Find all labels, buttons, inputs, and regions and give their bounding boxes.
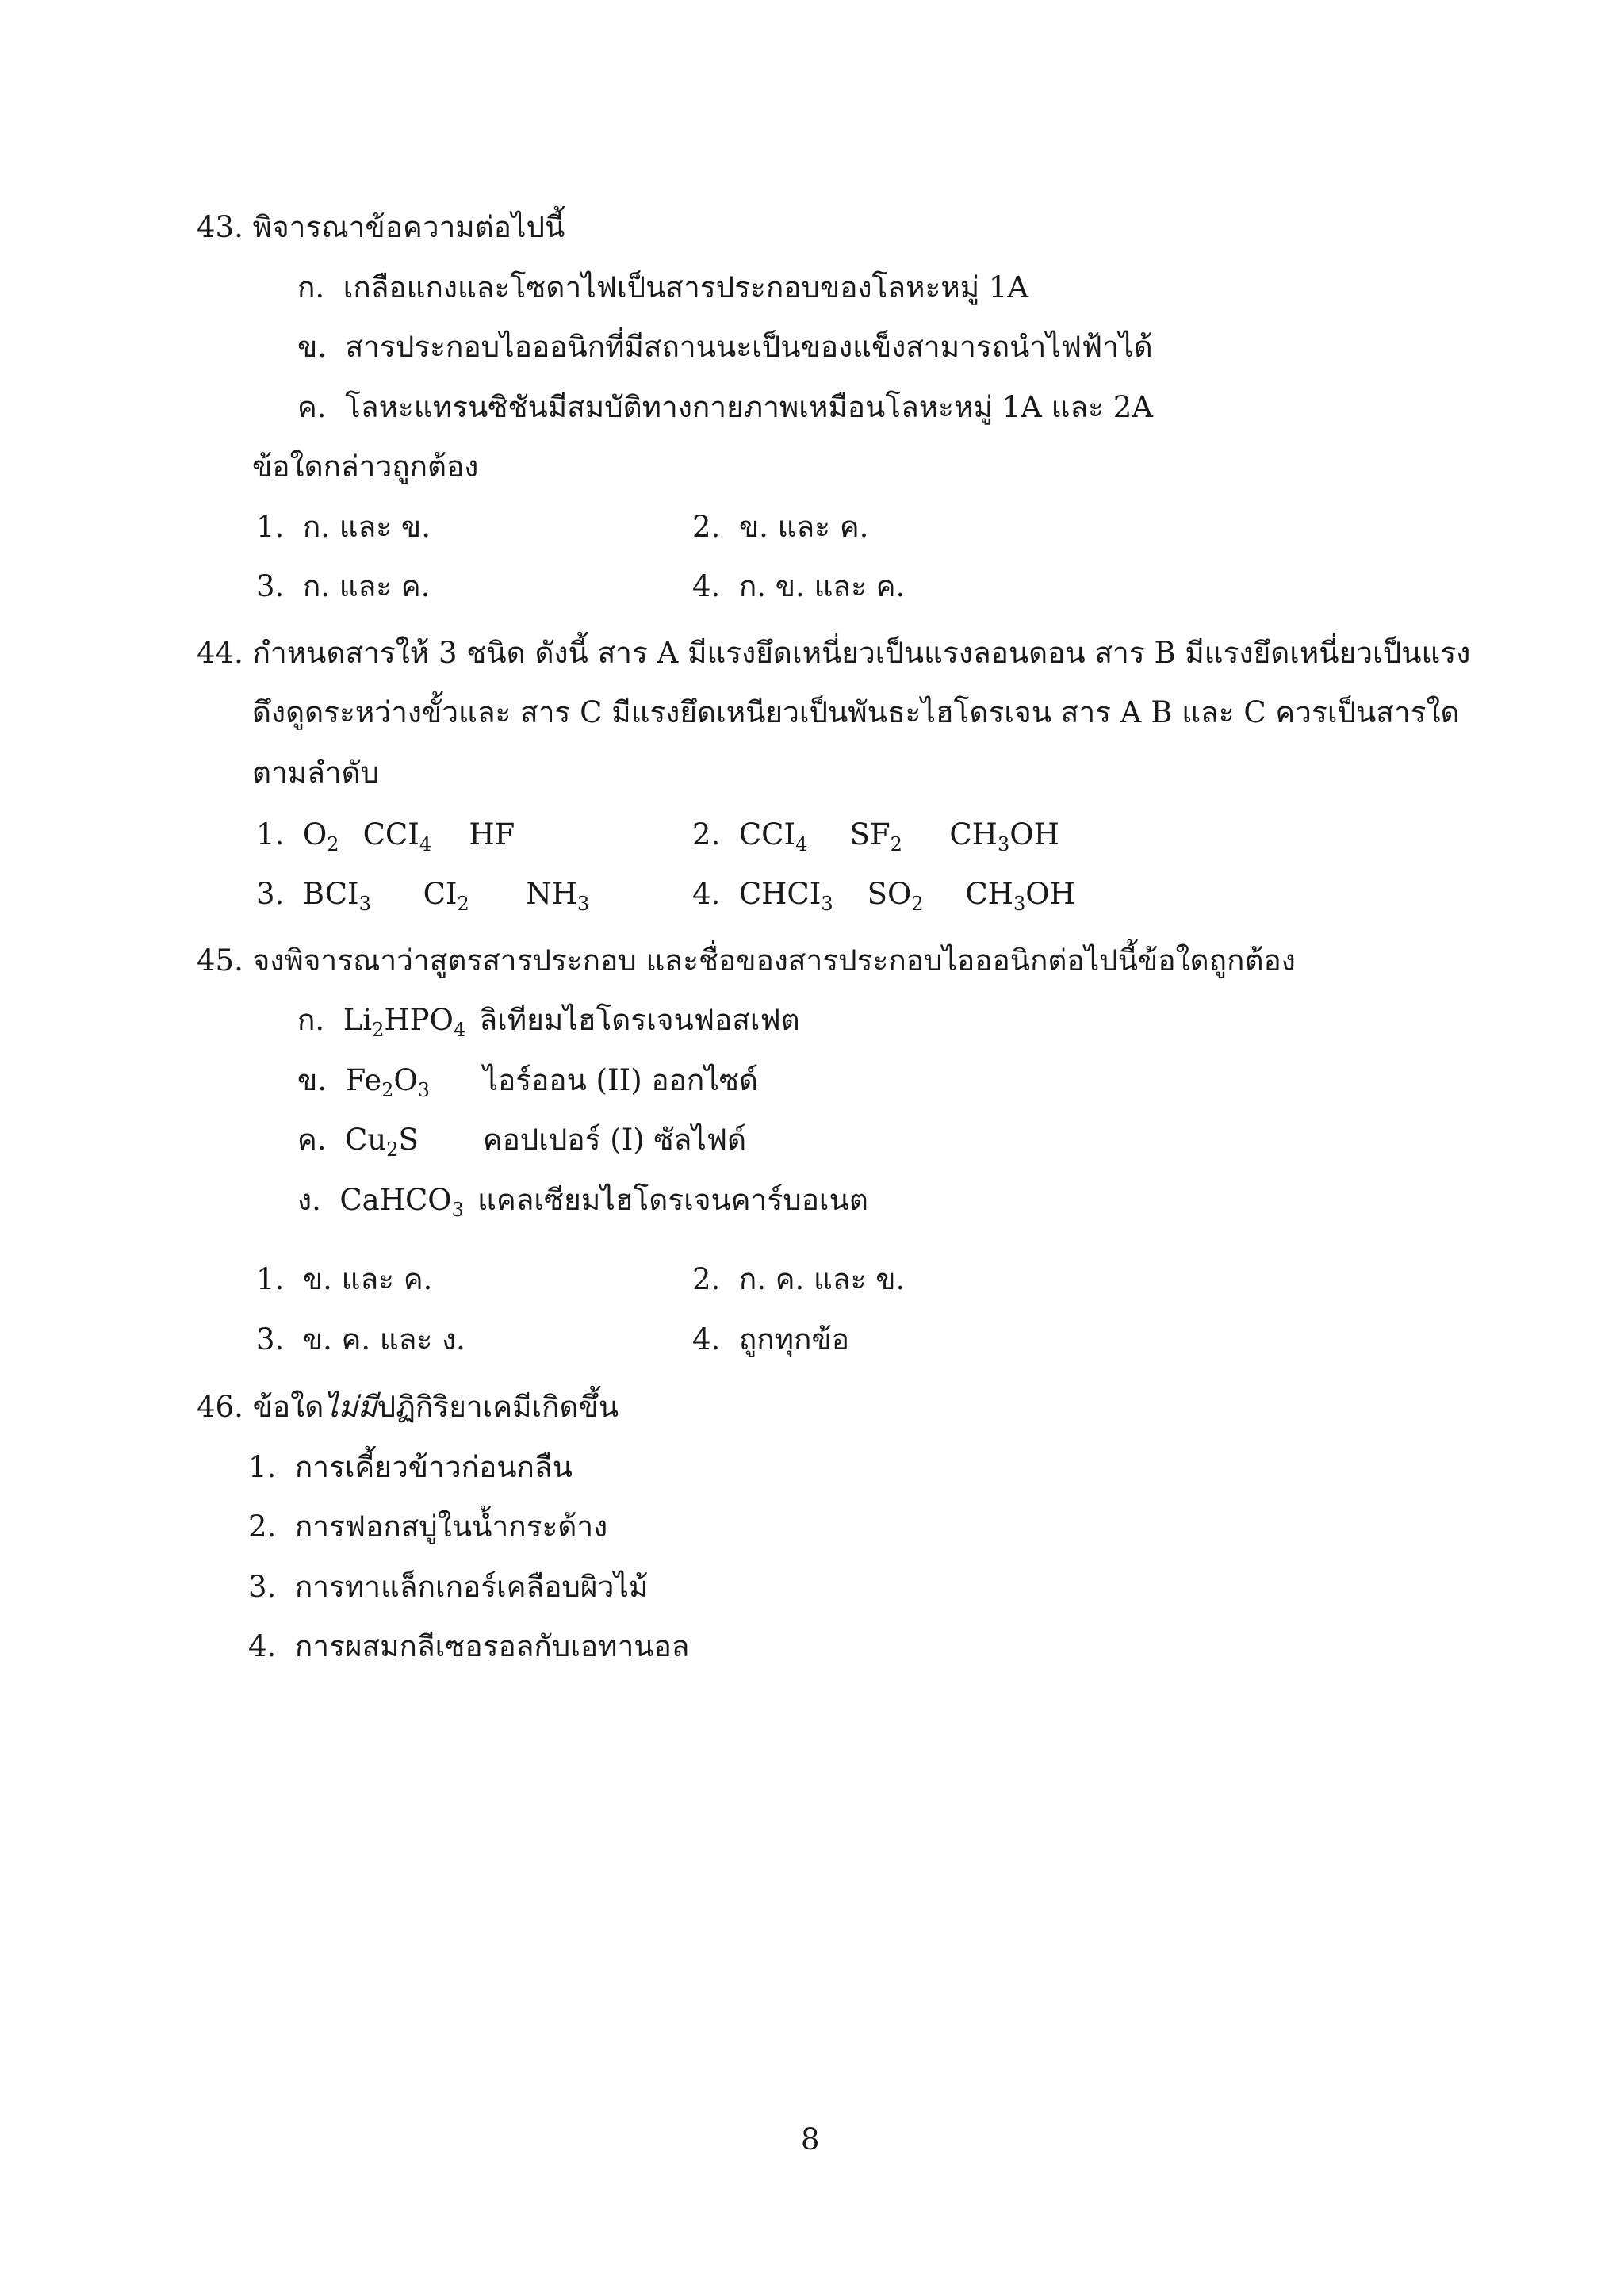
q46-option-3[interactable]: 3. การทาแล็กเกอร์เคลือบผิวไม้	[248, 1570, 649, 1604]
q46-stem: 46. ข้อใดไม่มีปฏิกิริยาเคมีเกิดขึ้น	[197, 1390, 619, 1424]
q46-option-1[interactable]: 1. การเคี้ยวข้าวก่อนกลืน	[248, 1450, 573, 1484]
formula: $CI_2$	[423, 877, 469, 915]
q44-number: 44.	[197, 636, 243, 670]
q43-stem	[197, 209, 565, 247]
q45-item-4: ง. CaHCO$_3$ แคลเซียมไฮโดรเจนคาร์บอเนต	[297, 1183, 868, 1221]
q44-option-1[interactable]: 1. $O_2$ $CCI_4$ HF	[256, 817, 515, 855]
q45-option-3[interactable]: 3. ข. ค. และ ง.	[256, 1322, 465, 1357]
formula: $CH_3OH$	[949, 817, 1059, 855]
formula: $CH_3OH$	[965, 877, 1075, 915]
formula: $Cu_2S$	[345, 1123, 419, 1161]
formula: HF	[469, 817, 515, 851]
q45-item-1: ก. $Li_2HPO_4$ ลิเทียมไฮโดรเจนฟอสเฟต	[297, 1003, 800, 1041]
q44-option-3[interactable]: 3. $BCI_3$ $CI_2$ $NH_3$	[256, 877, 590, 915]
formula: CaHCO$_3$	[339, 1183, 464, 1221]
q46-option-2[interactable]: 2. การฟอกสบู่ในน้ำกระด้าง	[248, 1510, 608, 1544]
q45-item-2: ข. $Fe_2O_3$ ไอร์ออน (II) ออกไซด์	[297, 1063, 759, 1101]
q43-option-1[interactable]: 1. ก. และ ข.	[256, 510, 431, 544]
page-number: 8	[801, 2122, 820, 2156]
formula: $BCI_3$	[302, 877, 371, 915]
q44-stem-line-3: ตามลำดับ	[252, 756, 380, 790]
q44-option-2[interactable]: 2. $CCI_4$ $SF_2$ $CH_3OH$	[692, 817, 1059, 855]
q45-number: 45.	[197, 943, 243, 978]
q44-stem-line-1: 44. กำหนดสารให้ 3 ชนิด ดังนี้ สาร A มีแรงยึดเหนี่ยวเป็นแรงลอนดอน สาร B มีแรงยึดเหนี่ยวเป็นแรง	[197, 636, 1471, 670]
q43-statement-2: ข. สารประกอบไอออนิกที่มีสถานนะเป็นของแข็งสามารถนำไฟฟ้าได้	[297, 330, 1153, 364]
q46-number: 46.	[197, 1390, 243, 1424]
formula: $Li_2HPO_4$	[343, 1003, 466, 1041]
formula: $O_2$	[302, 817, 339, 855]
q43-stem-text: พิจารณาข้อความต่อไปนี้	[252, 210, 565, 244]
q43-number: 43.	[197, 210, 243, 244]
formula: $NH_3$	[526, 877, 590, 915]
q44-stem-line-2: ดึงดูดระหว่างขั้วและ สาร C มีแรงยึดเหนียวเป็นพันธะไฮโดรเจน สาร A B และ C ควรเป็นสารใด	[252, 695, 1460, 729]
formula: $Fe_2O_3$	[345, 1063, 431, 1101]
q45-option-1[interactable]: 1. ข. และ ค.	[256, 1262, 433, 1296]
q43-question: ข้อใดกล่าวถูกต้อง	[252, 450, 479, 484]
formula: $CCI_4$	[362, 817, 432, 855]
q43-option-3[interactable]: 3. ก. และ ค.	[256, 569, 431, 603]
q45-option-4[interactable]: 4. ถูกทุกข้อ	[692, 1322, 849, 1357]
q43-statement-1: ก. เกลือแกงและโซดาไฟเป็นสารประกอบของโลหะหมู่ 1A	[297, 270, 1029, 304]
formula: $CCI_4$	[738, 817, 808, 855]
formula: $SF_2$	[849, 817, 902, 855]
q45-item-3: ค. $Cu_2S$ คอปเปอร์ (I) ซัลไฟด์	[297, 1123, 747, 1161]
q44-option-4[interactable]: 4. $CHCI_3$ $SO_2$ $CH_3OH$	[692, 877, 1075, 915]
q43-option-2[interactable]: 2. ข. และ ค.	[692, 510, 869, 544]
q43-statement-3: ค. โลหะแทรนซิชันมีสมบัติทางกายภาพเหมือนโลหะหมู่ 1A และ 2A	[297, 390, 1154, 424]
q46-option-4[interactable]: 4. การผสมกลีเซอรอลกับเอทานอล	[248, 1629, 690, 1663]
q45-option-2[interactable]: 2. ก. ค. และ ข.	[692, 1262, 906, 1296]
q46-emphasis: ไม่มี	[324, 1390, 377, 1424]
q43-option-4[interactable]: 4. ก. ข. และ ค.	[692, 569, 906, 603]
q45-stem: 45. จงพิจารณาว่าสูตรสารประกอบ และชื่อของสารประกอบไอออนิกต่อไปนี้ข้อใดถูกต้อง	[197, 943, 1296, 978]
formula: $SO_2$	[867, 877, 924, 915]
formula: $CHCI_3$	[738, 877, 833, 915]
